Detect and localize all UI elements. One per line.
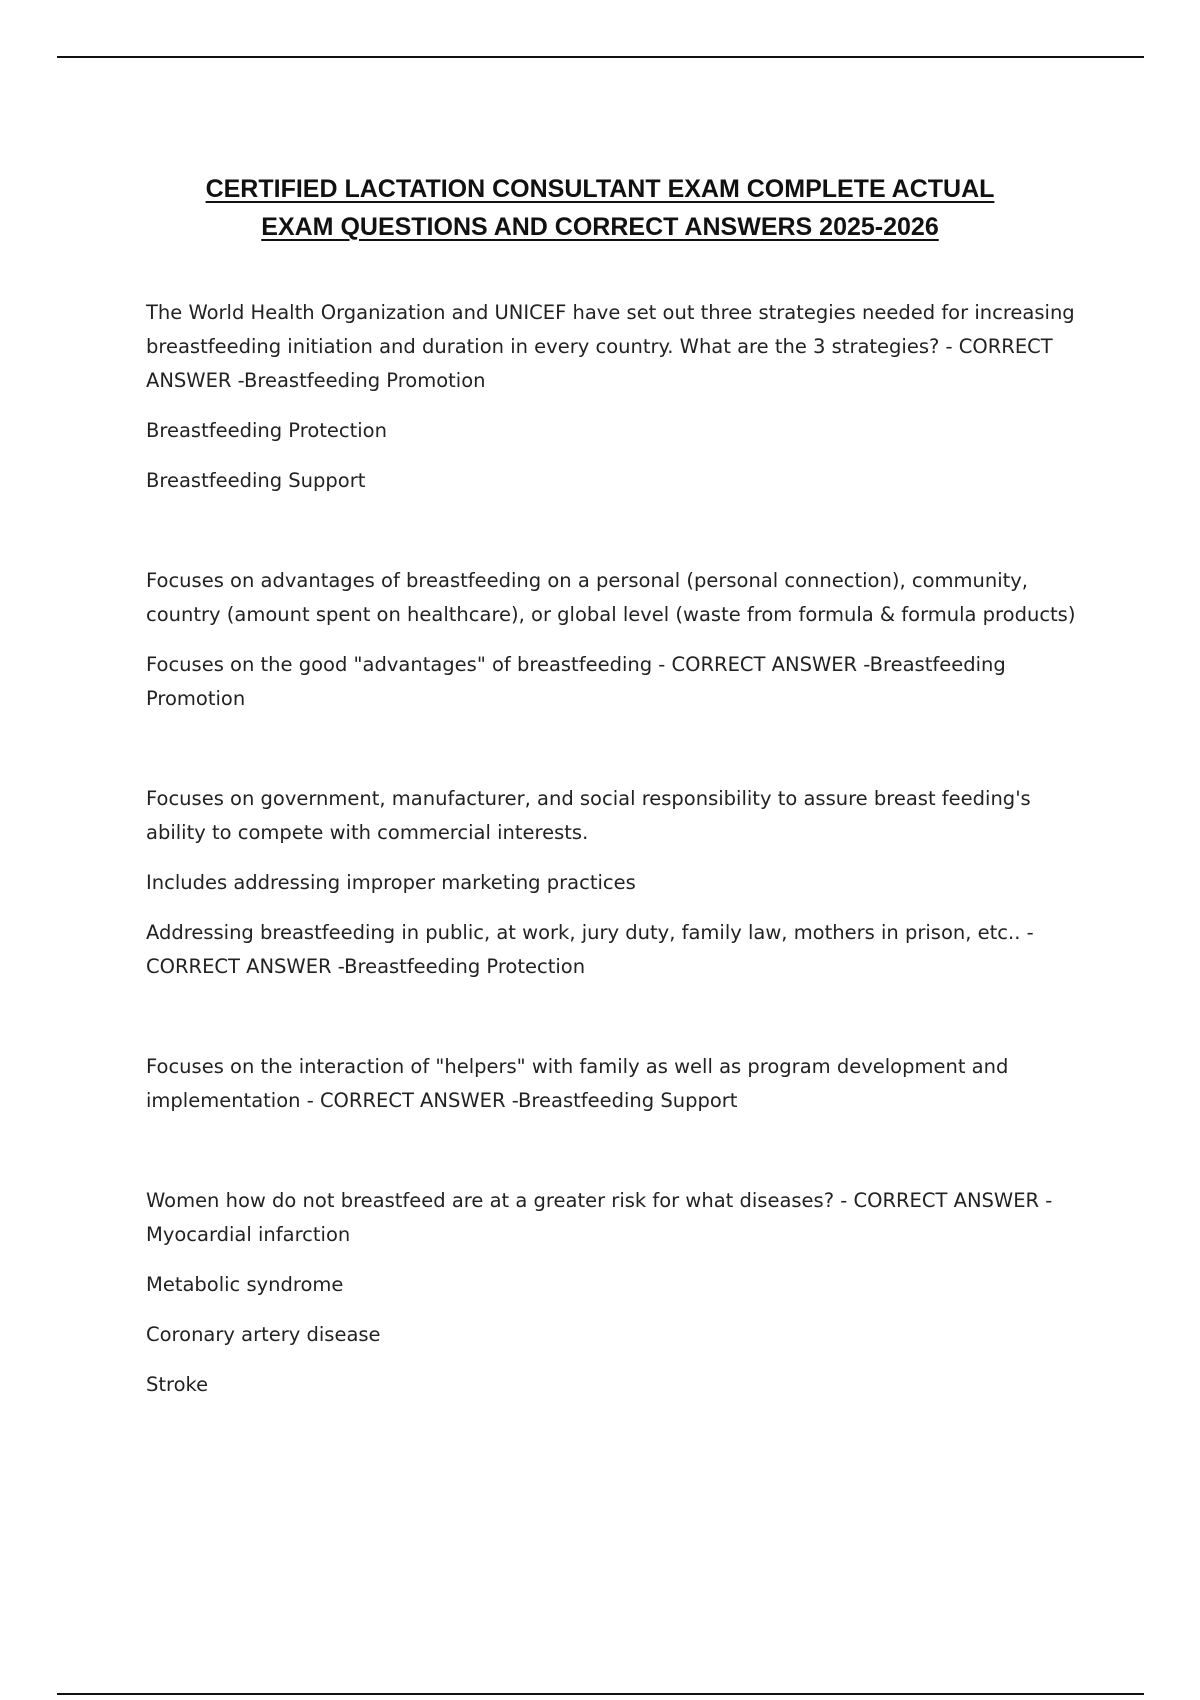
document-body xyxy=(146,296,1086,1418)
title-line-2: EXAM QUESTIONS AND CORRECT ANSWERS 2025-2026 xyxy=(261,212,939,241)
paragraph-10: Women how do not breastfeed are at a greater risk for what diseases? - CORRECT ANSWER -Myocardial infarction xyxy=(146,1189,1053,1246)
paragraph-2: Breastfeeding Protection xyxy=(146,419,387,442)
paragraph-5: Focuses on the good "advantages" of breastfeeding - CORRECT ANSWER -Breastfeeding Promotion xyxy=(146,653,1006,710)
document-title xyxy=(100,170,1100,246)
paragraph-4: Focuses on advantages of breastfeeding on a personal (personal connection), community, country (amount spent on healthcare), or global level (waste from formula & formula products) xyxy=(146,569,1076,626)
top-rule xyxy=(57,56,1144,58)
paragraph-9: Focuses on the interaction of "helpers" with family as well as program development and implementation - CORRECT ANSWER -Breastfeeding Support xyxy=(146,1055,1009,1112)
paragraph-7: Includes addressing improper marketing practices xyxy=(146,871,636,894)
bottom-rule xyxy=(57,1693,1144,1695)
paragraph-13: Stroke xyxy=(146,1373,209,1396)
paragraph-8: Addressing breastfeeding in public, at work, jury duty, family law, mothers in prison, etc.. - CORRECT ANSWER -Breastfeeding Protection xyxy=(146,921,1034,978)
paragraph-6: Focuses on government, manufacturer, and social responsibility to assure breast feeding's ability to compete with commercial interests. xyxy=(146,787,1031,844)
paragraph-1: The World Health Organization and UNICEF have set out three strategies needed for increasing breastfeeding initiation and duration in every country. What are the 3 strategies? - CORRECT ANSWER -Breastfeeding Promotion xyxy=(146,301,1075,392)
paragraph-12: Coronary artery disease xyxy=(146,1323,381,1346)
title-line-1: CERTIFIED LACTATION CONSULTANT EXAM COMPLETE ACTUAL xyxy=(205,174,995,203)
paragraph-3: Breastfeeding Support xyxy=(146,469,366,492)
paragraph-11: Metabolic syndrome xyxy=(146,1273,344,1296)
